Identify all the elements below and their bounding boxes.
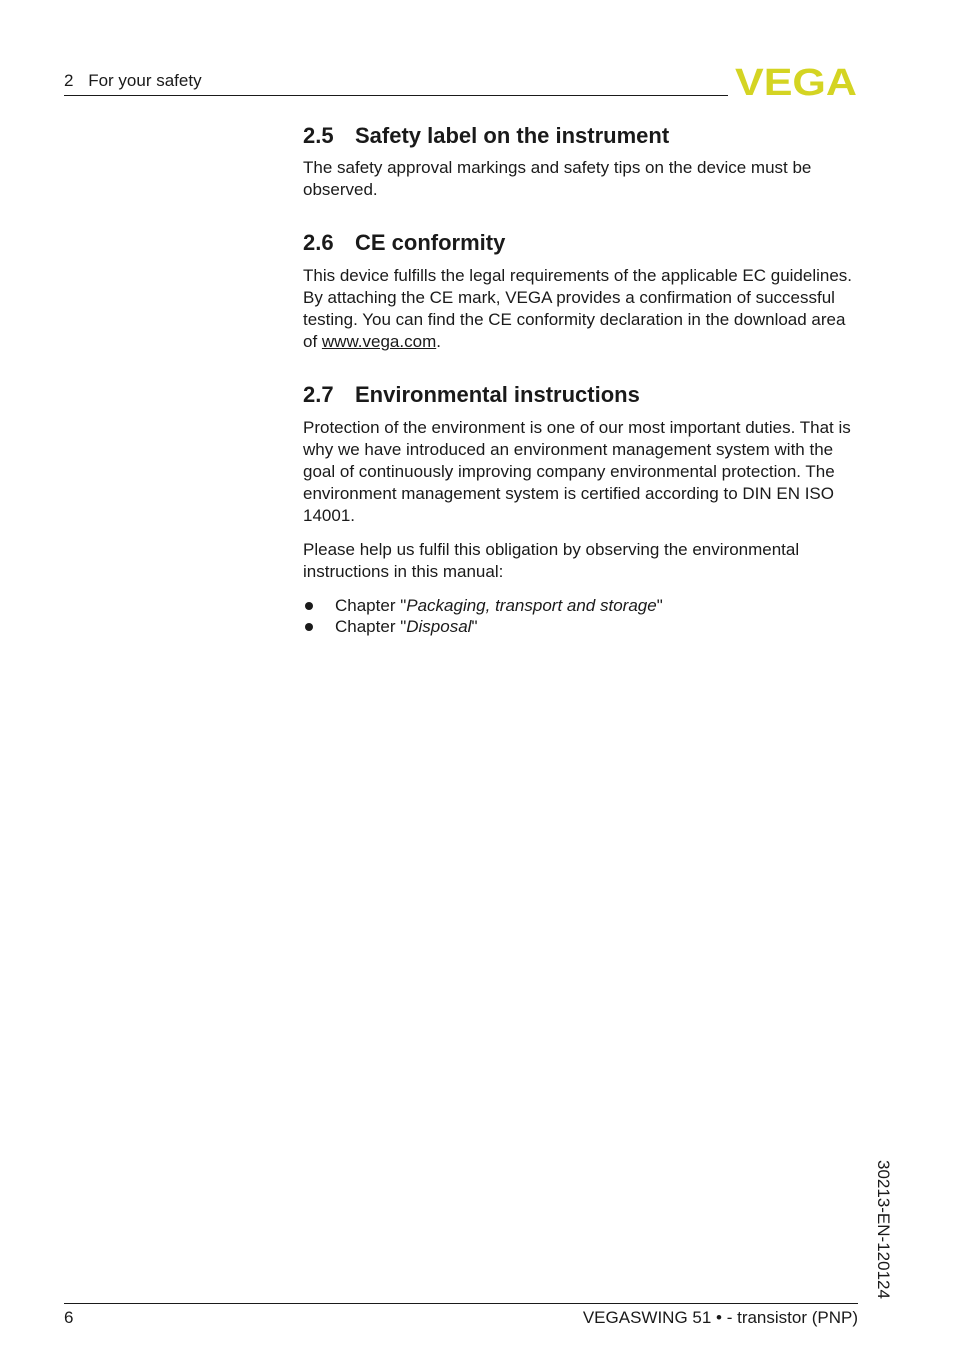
product-name: VEGASWING 51 • - transistor (PNP) [582,1308,858,1327]
paragraph-end: . [436,332,441,351]
bullet-suffix: " [471,617,478,636]
section-title: Environmental instructions [355,382,640,407]
svg-text:VEGA: VEGA [735,66,857,98]
section-number: 2.5 [303,123,334,148]
header-rule [64,95,728,96]
section-environmental [303,380,859,637]
section-number: 2.6 [303,230,334,255]
vega-website-link[interactable]: www.vega.com [321,332,437,351]
bullet-icon [305,602,313,610]
section-heading [303,228,859,258]
chapter-reference: Disposal [406,617,472,636]
section-title: CE conformity [355,230,506,255]
section-ce-conformity [303,228,859,353]
page-number: 6 [64,1308,74,1327]
paragraph: Please help us fulfil this obligation by observing the environmental instructions in this manual: [303,540,800,581]
list-item [303,595,859,616]
bullet-suffix: " [656,596,663,615]
footer-rule [64,1303,858,1304]
section-heading [303,121,859,151]
paragraph [303,265,859,353]
list-item [303,616,859,637]
paragraph-text: This device fulfills the legal requirements of the applicable EC guidelines. By attaching the CE mark, VEGA provides a confirmation of successful testing. You can find the CE conformity declaration in the download area of [303,266,853,351]
bullet-prefix: Chapter " [335,617,407,636]
section-safety-label [303,121,859,201]
chapter-reference: Packaging, transport and storage [406,596,657,615]
bullet-icon [305,623,313,631]
running-header [64,71,202,91]
paragraph: The safety approval markings and safety tips on the device must be observed. [303,158,812,199]
document-code: 30213-EN-120124 [874,1160,893,1299]
paragraph: Protection of the environment is one of our most important duties. That is why we have introduced an environment management system with the goal of continuously improving company environmental protection. The environment management system is certified according to DIN EN ISO 14001. [303,418,851,525]
section-number: 2.7 [303,382,334,407]
bullet-prefix: Chapter " [335,596,407,615]
chapter-number: 2 [64,71,74,90]
section-heading [303,380,859,410]
chapter-title: For your safety [88,71,202,90]
section-title: Safety label on the instrument [355,123,670,148]
page-content [303,120,859,637]
bullet-list [303,595,859,637]
vega-logo [734,66,858,98]
